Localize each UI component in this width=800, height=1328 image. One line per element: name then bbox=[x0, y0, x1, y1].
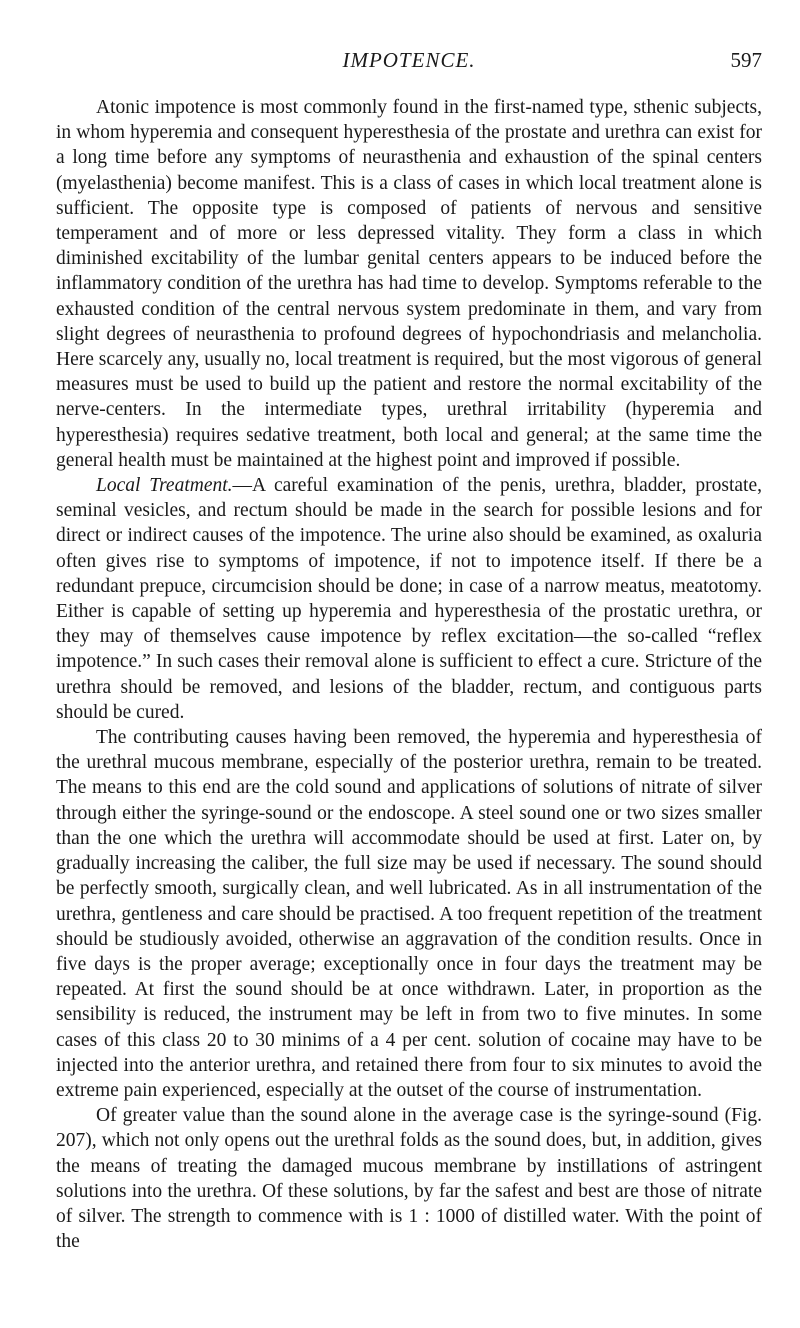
running-title: IMPOTENCE. bbox=[342, 48, 476, 72]
section-heading-local-treatment: Local Treatment. bbox=[96, 475, 233, 497]
paragraph-atonic-impotence bbox=[56, 95, 762, 473]
paragraph-text: Of greater value than the sound alone in the average case is the syringe-sound (Fig. 207), which not only opens out the urethral folds as the sound does, but, in addition, gives the means of treating the damaged mucous membrane by instillations of astringent solutions into the urethra. Of these solutions, by far the safest and best are those of nitrate of silver. The strength to commence with is 1 : 1000 of distilled water. With the point of the bbox=[56, 1105, 762, 1253]
body-text bbox=[56, 95, 762, 1254]
paragraph-contributing-causes bbox=[56, 725, 762, 1103]
paragraph-local-treatment bbox=[56, 473, 762, 725]
paragraph-text: The contributing causes having been removed, the hyperemia and hyperesthesia of the urethral mucous membrane, especially of the posterior urethra, remain to be treated. The means to this end are the cold sound and applications of solutions of nitrate of silver through either the syringe-sound or the endoscope. A steel sound one or two sizes smaller than the one which the urethra will accommodate should be used at first. Later on, by gradually increasing the caliber, the full size may be used if necessary. The sound should be perfectly smooth, surgically clean, and well lubricated. As in all instrumentation of the urethra, gentleness and care should be practised. A too frequent repetition of the treatment should be studiously avoided, otherwise an aggravation of the condition results. Once in five days is the proper average; exceptionally once in four days the treatment may be repeated. At first the sound should be at once withdrawn. Later, in proportion as the sensibility is reduced, the instrument may be left in from two to five minutes. In some cases of this class 20 to 30 minims of a 4 per cent. solution of cocaine may have to be injected into the anterior urethra, and retained there from four to six minutes to avoid the extreme pain experienced, especially at the outset of the course of instrumentation. bbox=[56, 727, 762, 1101]
paragraph-syringe-sound bbox=[56, 1103, 762, 1254]
paragraph-text: —A careful examination of the penis, urethra, bladder, prostate, seminal vesicles, and rectum should be made in the search for possible lesions and for direct or indirect causes of the impotence. The urine also should be examined, as oxaluria often gives rise to symptoms of impotence, if not to impotence itself. If there be a redundant prepuce, circumcision should be done; in case of a narrow meatus, meatotomy. Either is capable of setting up hyperemia and hyperesthesia of the prostatic urethra, or they may of themselves cause impotence by reflex excitation—the so-called “reflex impotence.” In such cases their removal alone is sufficient to effect a cure. Stricture of the urethra should be removed, and lesions of the bladder, rectum, and contiguous parts should be cured. bbox=[56, 475, 763, 723]
page-header bbox=[56, 48, 762, 78]
paragraph-text: Atonic impotence is most commonly found in the first-named type, sthenic subjects, in whom hyperemia and consequent hyperesthesia of the prostate and urethra can exist for a long time before any symptoms of neurasthenia and exhaustion of the spinal centers (myelasthenia) become manifest. This is a class of cases in which local treatment alone is sufficient. The opposite type is composed of patients of nervous and sensitive temperament and of more or less depressed vitality. They form a class in which diminished excitability of the lumbar genital centers appears to be induced before the inflammatory condition of the urethra has had time to develop. Symptoms referable to the exhausted condition of the central nervous system predominate in them, and vary from slight degrees of neurasthenia to profound degrees of hypochondriasis and melancholia. Here scarcely any, usually no, local treatment is required, but the most vigorous of general measures must be used to build up the patient and restore the normal excitability of the nerve-centers. In the intermediate types, urethral irritability (hyperemia and hyperesthesia) requires sedative treatment, both local and general; at the same time the general health must be maintained at the highest point and improved if possible. bbox=[56, 97, 762, 471]
page-number: 597 bbox=[730, 48, 762, 72]
